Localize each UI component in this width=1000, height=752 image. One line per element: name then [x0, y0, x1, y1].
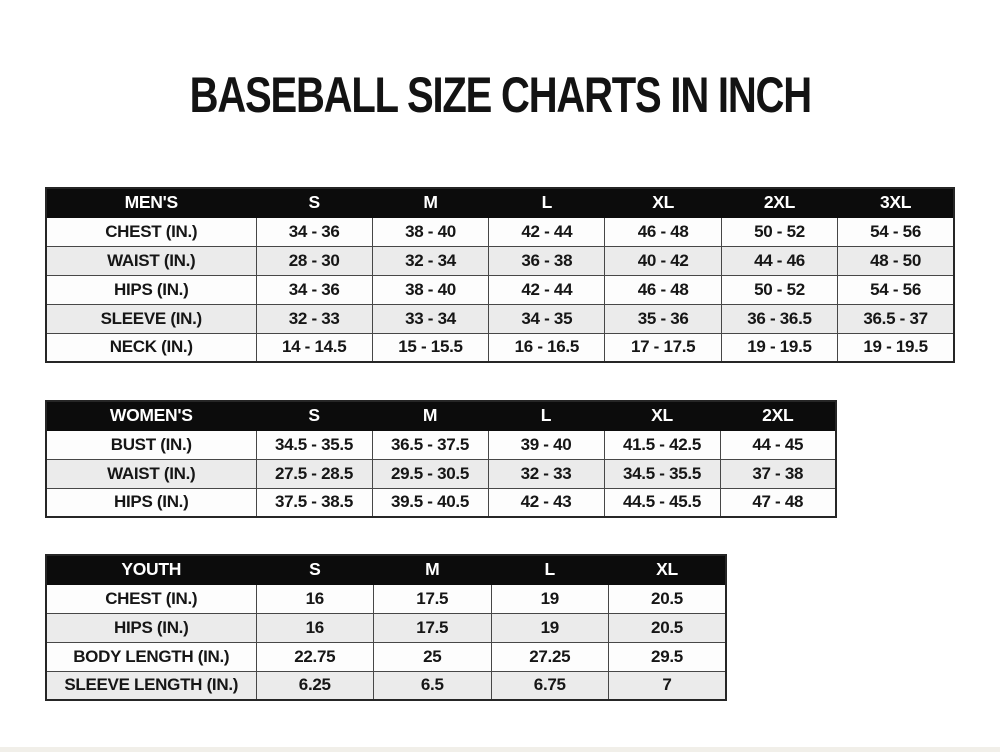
- mens-size-value-cell: 32 - 33: [256, 304, 372, 333]
- youth-size-table-container: [45, 554, 727, 701]
- youth-row-label: SLEEVE LENGTH (IN.): [46, 671, 256, 700]
- mens-size-value-cell: 36 - 36.5: [721, 304, 837, 333]
- mens-size-value-cell: 46 - 48: [605, 217, 721, 246]
- youth-table-title: YOUTH: [46, 555, 256, 584]
- mens-size-value-cell: 33 - 34: [372, 304, 488, 333]
- mens-size-table: [45, 187, 955, 363]
- mens-size-value-cell: 50 - 52: [721, 217, 837, 246]
- mens-row-label: WAIST (IN.): [46, 246, 256, 275]
- mens-size-value-cell: 32 - 34: [372, 246, 488, 275]
- womens-size-value-cell: 36.5 - 37.5: [372, 430, 488, 459]
- youth-size-value-cell: 27.25: [491, 642, 609, 671]
- mens-size-value-cell: 19 - 19.5: [721, 333, 837, 362]
- womens-size-value-cell: 37 - 38: [720, 459, 836, 488]
- mens-size-value-cell: 54 - 56: [838, 217, 954, 246]
- youth-size-value-cell: 20.5: [609, 584, 727, 613]
- womens-size-value-cell: 44.5 - 45.5: [604, 488, 720, 517]
- womens-size-value-cell: 32 - 33: [488, 459, 604, 488]
- womens-measurement-row: [46, 459, 836, 488]
- youth-header-row: [46, 555, 726, 584]
- mens-size-value-cell: 42 - 44: [489, 217, 605, 246]
- youth-size-value-cell: 16: [256, 613, 374, 642]
- mens-size-value-cell: 36.5 - 37: [838, 304, 954, 333]
- womens-size-table-container: [45, 400, 837, 518]
- page-bottom-edge: [0, 747, 1000, 752]
- mens-row-label: NECK (IN.): [46, 333, 256, 362]
- womens-size-value-cell: 39.5 - 40.5: [372, 488, 488, 517]
- womens-row-label: WAIST (IN.): [46, 459, 256, 488]
- mens-size-value-cell: 46 - 48: [605, 275, 721, 304]
- mens-size-value-cell: 48 - 50: [838, 246, 954, 275]
- mens-size-value-cell: 38 - 40: [372, 275, 488, 304]
- mens-size-column-header: L: [489, 188, 605, 217]
- womens-size-table: [45, 400, 837, 518]
- youth-size-value-cell: 6.75: [491, 671, 609, 700]
- youth-size-column-header: M: [374, 555, 492, 584]
- womens-size-column-header: L: [488, 401, 604, 430]
- mens-size-value-cell: 50 - 52: [721, 275, 837, 304]
- youth-row-label: BODY LENGTH (IN.): [46, 642, 256, 671]
- mens-measurement-row: [46, 217, 954, 246]
- youth-size-value-cell: 7: [609, 671, 727, 700]
- womens-size-column-header: XL: [604, 401, 720, 430]
- youth-row-label: HIPS (IN.): [46, 613, 256, 642]
- mens-size-value-cell: 19 - 19.5: [838, 333, 954, 362]
- youth-size-value-cell: 6.5: [374, 671, 492, 700]
- womens-size-column-header: S: [256, 401, 372, 430]
- womens-table-title: WOMEN'S: [46, 401, 256, 430]
- mens-size-value-cell: 36 - 38: [489, 246, 605, 275]
- womens-row-label: HIPS (IN.): [46, 488, 256, 517]
- mens-size-value-cell: 14 - 14.5: [256, 333, 372, 362]
- youth-measurement-row: [46, 642, 726, 671]
- mens-size-value-cell: 38 - 40: [372, 217, 488, 246]
- youth-size-value-cell: 22.75: [256, 642, 374, 671]
- mens-size-column-header: XL: [605, 188, 721, 217]
- mens-row-label: CHEST (IN.): [46, 217, 256, 246]
- youth-size-value-cell: 19: [491, 613, 609, 642]
- mens-measurement-row: [46, 275, 954, 304]
- youth-size-value-cell: 29.5: [609, 642, 727, 671]
- mens-size-value-cell: 34 - 36: [256, 275, 372, 304]
- mens-size-value-cell: 42 - 44: [489, 275, 605, 304]
- mens-size-value-cell: 34 - 35: [489, 304, 605, 333]
- youth-measurement-row: [46, 584, 726, 613]
- mens-size-value-cell: 16 - 16.5: [489, 333, 605, 362]
- page-title-text: BASEBALL SIZE CHARTS IN INCH: [189, 67, 811, 123]
- youth-size-value-cell: 6.25: [256, 671, 374, 700]
- womens-size-value-cell: 47 - 48: [720, 488, 836, 517]
- mens-size-column-header: 2XL: [721, 188, 837, 217]
- womens-size-column-header: M: [372, 401, 488, 430]
- womens-size-value-cell: 39 - 40: [488, 430, 604, 459]
- womens-header-row: [46, 401, 836, 430]
- youth-measurement-row: [46, 613, 726, 642]
- womens-size-value-cell: 42 - 43: [488, 488, 604, 517]
- youth-size-value-cell: 17.5: [374, 584, 492, 613]
- womens-row-label: BUST (IN.): [46, 430, 256, 459]
- womens-measurement-row: [46, 430, 836, 459]
- mens-measurement-row: [46, 304, 954, 333]
- youth-size-column-header: L: [491, 555, 609, 584]
- mens-size-value-cell: 28 - 30: [256, 246, 372, 275]
- mens-measurement-row: [46, 246, 954, 275]
- youth-size-column-header: S: [256, 555, 374, 584]
- youth-size-value-cell: 25: [374, 642, 492, 671]
- youth-measurement-row: [46, 671, 726, 700]
- youth-size-value-cell: 16: [256, 584, 374, 613]
- youth-size-value-cell: 19: [491, 584, 609, 613]
- womens-size-value-cell: 29.5 - 30.5: [372, 459, 488, 488]
- youth-row-label: CHEST (IN.): [46, 584, 256, 613]
- womens-size-value-cell: 34.5 - 35.5: [256, 430, 372, 459]
- mens-size-value-cell: 44 - 46: [721, 246, 837, 275]
- womens-size-value-cell: 34.5 - 35.5: [604, 459, 720, 488]
- womens-size-value-cell: 27.5 - 28.5: [256, 459, 372, 488]
- mens-size-column-header: M: [372, 188, 488, 217]
- womens-size-column-header: 2XL: [720, 401, 836, 430]
- mens-size-column-header: 3XL: [838, 188, 954, 217]
- womens-size-value-cell: 41.5 - 42.5: [604, 430, 720, 459]
- mens-measurement-row: [46, 333, 954, 362]
- page-title: [0, 66, 1000, 124]
- mens-size-column-header: S: [256, 188, 372, 217]
- mens-size-value-cell: 40 - 42: [605, 246, 721, 275]
- mens-header-row: [46, 188, 954, 217]
- mens-size-table-container: [45, 187, 955, 363]
- mens-table-title: MEN'S: [46, 188, 256, 217]
- mens-size-value-cell: 35 - 36: [605, 304, 721, 333]
- youth-size-table: [45, 554, 727, 701]
- mens-size-value-cell: 17 - 17.5: [605, 333, 721, 362]
- womens-size-value-cell: 44 - 45: [720, 430, 836, 459]
- womens-measurement-row: [46, 488, 836, 517]
- mens-size-value-cell: 34 - 36: [256, 217, 372, 246]
- mens-row-label: HIPS (IN.): [46, 275, 256, 304]
- youth-size-value-cell: 20.5: [609, 613, 727, 642]
- youth-size-column-header: XL: [609, 555, 727, 584]
- womens-size-value-cell: 37.5 - 38.5: [256, 488, 372, 517]
- youth-size-value-cell: 17.5: [374, 613, 492, 642]
- mens-row-label: SLEEVE (IN.): [46, 304, 256, 333]
- mens-size-value-cell: 54 - 56: [838, 275, 954, 304]
- mens-size-value-cell: 15 - 15.5: [372, 333, 488, 362]
